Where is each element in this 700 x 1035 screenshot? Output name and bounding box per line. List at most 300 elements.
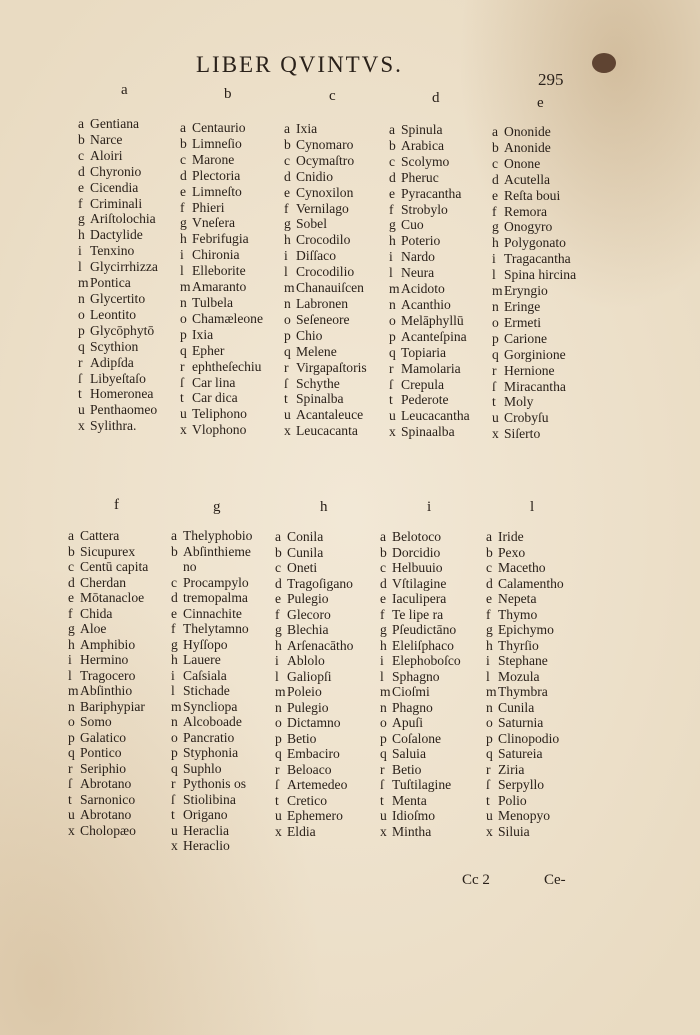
- list-item: [492, 156, 576, 172]
- entry-key: d: [284, 168, 291, 184]
- entry-name: Schythe: [296, 375, 340, 391]
- entry-key: f: [171, 621, 176, 636]
- entry-name: Melāphyllū: [401, 312, 464, 328]
- entry-name: Alcoboade: [183, 714, 242, 729]
- list-item: [380, 746, 461, 762]
- entry-name: Leucacanta: [296, 423, 358, 439]
- entry-key: e: [492, 187, 499, 203]
- entry-key: b: [171, 543, 178, 559]
- list-item: [171, 730, 252, 746]
- list-item: [389, 170, 470, 186]
- list-item: [389, 377, 470, 393]
- list-item: [275, 545, 353, 561]
- list-item: [492, 140, 576, 156]
- entry-name: Pancratio: [183, 729, 235, 745]
- entry-key: b: [492, 139, 499, 155]
- entry-name: Cioſmi: [392, 684, 430, 699]
- entry-name: Carione: [504, 330, 548, 346]
- list-item: [275, 715, 353, 731]
- entry-key: m: [284, 280, 295, 296]
- entry-name: Dactylide: [90, 227, 143, 243]
- entry-name: Abrotano: [80, 807, 132, 822]
- entry-name: Adipſda: [90, 354, 134, 370]
- entry-key: m: [180, 279, 191, 295]
- entry-key: x: [486, 823, 493, 839]
- entry-name: Ocymaſtro: [296, 152, 355, 168]
- list-item: [492, 299, 576, 315]
- list-item: [380, 777, 461, 793]
- entry-key: a: [275, 529, 282, 544]
- entry-key: l: [492, 267, 496, 283]
- entry-name: Narce: [90, 131, 123, 147]
- entry-key: f: [486, 606, 491, 622]
- list-item: [284, 423, 367, 439]
- entry-key: p: [389, 328, 396, 344]
- entry-name: Scolymo: [401, 153, 450, 169]
- entry-key: u: [171, 822, 178, 838]
- list-item: [486, 715, 564, 731]
- list-item: [284, 121, 367, 137]
- entry-name: Te lipe ra: [392, 606, 444, 622]
- list-item: [389, 424, 470, 440]
- entry-key: t: [68, 791, 72, 807]
- entry-name: Artemedeo: [287, 777, 348, 792]
- list-item: [180, 422, 263, 438]
- entry-key: b: [68, 543, 75, 559]
- entry-name: Mōtanacloe: [80, 590, 145, 605]
- entry-name: Glycirrhizza: [90, 259, 158, 275]
- entry-name: Cinnachite: [183, 605, 242, 621]
- list-item: [284, 407, 367, 423]
- entry-key: q: [389, 344, 396, 360]
- entry-name: Vernilago: [296, 200, 349, 216]
- entry-key: l: [275, 668, 279, 684]
- entry-name: Pexo: [498, 544, 526, 560]
- entry-key: ſ: [78, 370, 82, 386]
- entry-name: Eleliſphaco: [392, 637, 454, 653]
- list-item: [68, 637, 148, 653]
- entry-name: Somo: [80, 714, 112, 729]
- list-item: [68, 745, 148, 761]
- entry-name: Thelyphobio: [183, 528, 253, 543]
- entry-key: t: [171, 807, 175, 822]
- list-item: [492, 394, 576, 410]
- entry-key: b: [180, 135, 187, 151]
- entry-name: Crocodilio: [296, 264, 355, 280]
- entry-key: p: [486, 730, 493, 746]
- entry-key: c: [171, 574, 178, 590]
- list-item: [275, 762, 353, 778]
- entry-key: o: [389, 312, 396, 328]
- entry-name: Hernione: [504, 362, 555, 378]
- entry-name: Eryngio: [504, 283, 548, 299]
- list-item: [180, 295, 263, 311]
- entry-name: Virgapaſtoris: [296, 359, 367, 375]
- entry-key: a: [78, 116, 85, 131]
- entry-name: Iaculipera: [392, 591, 447, 606]
- entry-key: q: [68, 745, 75, 760]
- entry-name: Spinula: [401, 122, 443, 137]
- entry-name: Scythion: [90, 338, 139, 354]
- column-letter-h: h: [320, 499, 328, 515]
- list-item: [68, 606, 148, 622]
- list-item: [180, 184, 263, 200]
- entry-key: f: [380, 606, 385, 622]
- entry-name: Ixia: [192, 326, 214, 342]
- entry-name: Spina hircina: [504, 267, 577, 283]
- list-item: [486, 622, 564, 638]
- entry-key: a: [68, 528, 75, 543]
- list-item: [180, 120, 263, 136]
- entry-name: Libyeſtaſo: [90, 370, 146, 386]
- entry-key: r: [389, 360, 394, 376]
- entry-name: Hyſſopo: [183, 636, 228, 652]
- list-item: [171, 699, 252, 715]
- entry-name: Sarnonico: [80, 791, 136, 807]
- list-item: [68, 559, 148, 575]
- entry-name: Acanthio: [401, 296, 451, 312]
- entry-key: c: [284, 152, 291, 168]
- list-item: [171, 575, 252, 591]
- entry-name: Vneſera: [192, 215, 236, 231]
- list-item: [180, 247, 263, 263]
- entry-key: i: [171, 667, 175, 683]
- list-item: [275, 669, 353, 685]
- entry-name: Aloiri: [90, 147, 123, 163]
- list-item: [380, 653, 461, 669]
- entry-column-g: [171, 528, 252, 854]
- entry-name: Sobel: [296, 216, 327, 232]
- entry-key: b: [486, 544, 493, 560]
- entry-name: Belotoco: [392, 529, 442, 544]
- entry-key: t: [180, 390, 184, 406]
- entry-key: r: [486, 761, 491, 777]
- entry-name: Strobylo: [401, 201, 448, 217]
- list-item: [380, 591, 461, 607]
- entry-key: x: [180, 422, 187, 438]
- entry-name: Apuſi: [392, 715, 423, 730]
- entry-name: Cuo: [401, 217, 424, 233]
- entry-name: Cholopæo: [80, 822, 136, 838]
- entry-key: c: [68, 559, 75, 574]
- entry-key: c: [275, 560, 282, 575]
- entry-key: ſ: [389, 376, 393, 392]
- list-item: [171, 683, 252, 699]
- list-item: [380, 808, 461, 824]
- entry-name: Vlophono: [192, 422, 247, 438]
- entry-key: e: [275, 591, 282, 606]
- list-item: [492, 363, 576, 379]
- entry-key: o: [492, 314, 499, 330]
- entry-key: l: [78, 259, 82, 275]
- list-item: [78, 386, 158, 402]
- list-item: [389, 154, 470, 170]
- entry-key: h: [275, 637, 282, 653]
- entry-name: Leontito: [90, 306, 137, 322]
- entry-key: q: [284, 343, 291, 359]
- entry-key: l: [486, 668, 490, 684]
- entry-name: Dictamno: [287, 715, 341, 730]
- list-item: [380, 529, 461, 545]
- entry-name: Moly: [504, 394, 534, 410]
- entry-key: ſ: [171, 791, 175, 807]
- entry-name: Amphibio: [80, 636, 136, 652]
- entry-name: Neura: [401, 265, 435, 281]
- list-item: [78, 227, 158, 243]
- entry-key: t: [389, 392, 393, 408]
- entry-key: l: [171, 683, 175, 698]
- column-letter-e: e: [537, 95, 544, 111]
- entry-key: u: [180, 406, 187, 422]
- list-item: [275, 808, 353, 824]
- entry-key: h: [284, 232, 291, 248]
- entry-name: Sicupurex: [80, 543, 136, 559]
- entry-name: Spinalba: [296, 391, 344, 407]
- list-item: [68, 714, 148, 730]
- list-item: [180, 231, 263, 247]
- entry-key: n: [275, 699, 282, 715]
- entry-key: c: [389, 153, 396, 169]
- entry-key: [171, 559, 183, 575]
- list-item: [284, 296, 367, 312]
- entry-key: b: [389, 137, 396, 153]
- entry-key: m: [78, 275, 89, 291]
- entry-name: tremopalma: [183, 590, 248, 605]
- entry-key: ſ: [275, 777, 279, 792]
- entry-key: d: [275, 575, 282, 591]
- entry-name: Heraclio: [183, 838, 230, 853]
- entry-name: Idioſmo: [392, 808, 436, 823]
- entry-name: Pſeudictāno: [392, 622, 457, 637]
- list-item: [78, 243, 158, 259]
- entry-key: n: [380, 699, 387, 715]
- entry-name: Lauere: [183, 652, 221, 667]
- entry-name: Mamolaria: [401, 360, 461, 376]
- entry-key: c: [380, 560, 387, 575]
- entry-name: Serpyllo: [498, 777, 545, 792]
- entry-key: x: [68, 822, 75, 838]
- list-item: [284, 232, 367, 248]
- entry-key: h: [78, 227, 85, 243]
- entry-name: Saturnia: [498, 715, 544, 730]
- entry-name: Thymbra: [498, 684, 548, 699]
- entry-name: Styphonia: [183, 745, 239, 760]
- list-item: [68, 776, 148, 792]
- entry-name: Menopyo: [498, 808, 551, 823]
- entry-name: Elleborite: [192, 263, 246, 279]
- entry-name: Glecoro: [287, 606, 331, 622]
- entry-name: Acidoto: [401, 281, 445, 297]
- list-item: [284, 169, 367, 185]
- page-title: LIBER QVINTVS.: [196, 52, 403, 77]
- entry-name: Aloe: [80, 621, 107, 636]
- entry-key: q: [492, 346, 499, 362]
- entry-key: l: [284, 264, 288, 280]
- entry-name: Ephemero: [287, 808, 343, 823]
- list-item: [492, 379, 576, 395]
- list-item: [180, 152, 263, 168]
- list-item: [78, 402, 158, 418]
- list-item: [180, 327, 263, 343]
- entry-name: Teliphono: [192, 406, 247, 422]
- entry-key: p: [78, 322, 85, 338]
- entry-key: u: [78, 402, 85, 418]
- list-item: [171, 807, 252, 823]
- entry-key: h: [486, 637, 493, 653]
- entry-name: Car lina: [192, 374, 236, 390]
- entry-name: Arabica: [401, 137, 445, 153]
- entry-name: Cnidio: [296, 168, 334, 184]
- entry-name: Criminali: [90, 195, 143, 211]
- entry-name: Conila: [287, 529, 324, 544]
- entry-key: ſ: [180, 374, 184, 390]
- entry-key: g: [486, 622, 493, 637]
- entry-column-c: [284, 121, 367, 439]
- catchword: Ce-: [544, 872, 566, 888]
- entry-key: f: [180, 199, 185, 215]
- entry-key: o: [380, 715, 387, 730]
- entry-key: r: [171, 776, 176, 791]
- entry-name: Acantaleuce: [296, 407, 364, 423]
- entry-key: n: [180, 294, 187, 310]
- entry-key: n: [68, 698, 75, 714]
- entry-key: t: [492, 394, 496, 410]
- list-item: [389, 249, 470, 265]
- entry-name: Poterio: [401, 233, 441, 249]
- list-item: [284, 344, 367, 360]
- entry-name: Epher: [192, 342, 225, 358]
- entry-key: q: [275, 746, 282, 761]
- list-item: [492, 124, 576, 140]
- entry-key: q: [180, 342, 187, 358]
- entry-key: h: [380, 637, 387, 653]
- entry-key: r: [180, 358, 185, 374]
- list-item: [284, 185, 367, 201]
- list-item: [171, 590, 252, 606]
- entry-key: ſ: [68, 776, 72, 791]
- entry-key: r: [492, 362, 497, 378]
- ink-stain: [592, 53, 616, 73]
- entry-key: t: [284, 391, 288, 407]
- list-item: [486, 824, 564, 840]
- list-item: [180, 200, 263, 216]
- list-item: [486, 731, 564, 747]
- entry-name: Penthaomeo: [90, 402, 158, 418]
- entry-key: n: [284, 295, 291, 311]
- list-item: [275, 607, 353, 623]
- list-item: [171, 621, 252, 637]
- entry-name: Stephane: [498, 653, 548, 668]
- entry-key: o: [78, 306, 85, 322]
- entry-column-d: [389, 122, 470, 440]
- entry-key: f: [275, 606, 280, 622]
- entry-name: Acutella: [504, 171, 551, 187]
- entry-key: o: [486, 715, 493, 730]
- entry-key: x: [380, 823, 387, 839]
- entry-key: n: [389, 296, 396, 312]
- list-item: [380, 576, 461, 592]
- entry-name: Eldia: [287, 823, 316, 839]
- entry-key: x: [492, 426, 499, 442]
- list-item: [275, 746, 353, 762]
- entry-key: ſ: [380, 777, 384, 792]
- list-item: [486, 700, 564, 716]
- entry-key: i: [389, 249, 393, 265]
- list-item: [78, 371, 158, 387]
- column-letter-g: g: [213, 499, 221, 515]
- list-item: [486, 576, 564, 592]
- entry-key: i: [275, 653, 279, 668]
- entry-key: p: [284, 327, 291, 343]
- list-item: [171, 652, 252, 668]
- entry-name: Ermeti: [504, 314, 541, 330]
- entry-key: a: [180, 120, 187, 135]
- list-item: [486, 560, 564, 576]
- entry-key: a: [380, 529, 387, 544]
- entry-name: Pyracantha: [401, 185, 462, 201]
- list-item: [284, 248, 367, 264]
- entry-key: ſ: [486, 777, 490, 792]
- entry-name: Topiaria: [401, 344, 447, 360]
- list-item: [171, 761, 252, 777]
- list-item: [180, 375, 263, 391]
- list-item: [492, 204, 576, 220]
- list-item: [275, 638, 353, 654]
- entry-key: x: [275, 823, 282, 839]
- entry-name: Caſsiala: [183, 667, 227, 683]
- entry-column-h: [275, 529, 353, 839]
- entry-name: Spinaalba: [401, 424, 455, 440]
- entry-name: Ziria: [498, 761, 525, 777]
- list-item: [492, 347, 576, 363]
- list-item: [78, 307, 158, 323]
- list-item: [275, 529, 353, 545]
- list-item: [180, 168, 263, 184]
- list-item: [284, 328, 367, 344]
- entry-name: Nepeta: [498, 591, 537, 606]
- entry-name: Ononide: [504, 124, 551, 139]
- entry-name: Crocodilo: [296, 232, 351, 248]
- entry-key: o: [284, 311, 291, 327]
- entry-name: Phagno: [392, 699, 433, 715]
- entry-key: r: [275, 761, 280, 777]
- list-item: [380, 731, 461, 747]
- entry-column-b: [180, 120, 263, 438]
- entry-key: c: [78, 147, 85, 163]
- entry-key: a: [284, 121, 291, 136]
- list-item: [486, 808, 564, 824]
- entry-key: p: [380, 730, 387, 746]
- entry-key: e: [78, 179, 85, 195]
- entry-key: n: [486, 699, 493, 715]
- list-item: [284, 312, 367, 328]
- entry-key: r: [78, 354, 83, 370]
- entry-key: u: [284, 407, 291, 423]
- list-item: [171, 838, 252, 854]
- entry-key: c: [492, 155, 499, 171]
- entry-name: Remora: [504, 203, 548, 219]
- entry-key: u: [492, 410, 499, 426]
- entry-key: n: [492, 298, 499, 314]
- entry-key: u: [68, 807, 75, 822]
- column-letter-d: d: [432, 90, 440, 106]
- list-item: [389, 329, 470, 345]
- entry-key: q: [380, 746, 387, 761]
- entry-name: Cunila: [287, 544, 324, 560]
- entry-name: Pheruc: [401, 169, 439, 185]
- entry-key: d: [486, 575, 493, 591]
- entry-name: Leucacantha: [401, 408, 470, 424]
